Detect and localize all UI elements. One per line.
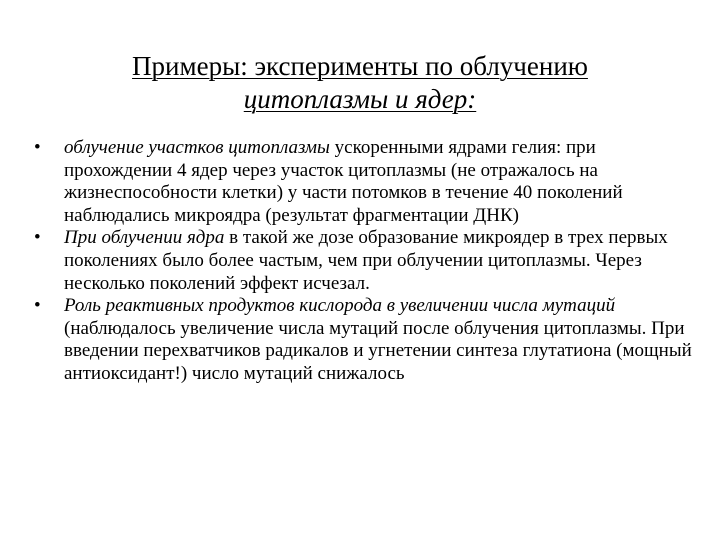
bullet-marker: • — [34, 227, 41, 249]
bullet-2-emphasis: При облучении ядра — [64, 227, 225, 249]
bullet-3-text: (наблюдалось увеличение числа мутаций после облучения цитоплазмы. При введении перехватчиков радикалов и угнетении синтеза глутатиона (мощный антиоксидант!) число мутаций снижалось — [64, 317, 692, 384]
bullet-item-1 — [34, 137, 704, 227]
bullet-marker: • — [34, 137, 41, 158]
bullet-1-emphasis: облучение участков цитоплазмы — [64, 137, 330, 158]
bullet-list — [34, 137, 704, 386]
slide-title — [40, 50, 680, 116]
bullet-3-emphasis: Роль реактивных продуктов кислорода в увеличении числа мутаций — [64, 295, 616, 317]
bullet-marker: • — [34, 295, 41, 317]
bullet-2-text: в такой же дозе образование микроядер в трех первых поколениях было более частым, чем при облучении цитоплазмы. Через несколько поколений эффект исчезал. — [64, 227, 668, 294]
bullet-item-3 — [34, 295, 704, 385]
bullet-item-2 — [34, 227, 704, 295]
bullet-1-text: ускоренными ядрами гелия: при прохождении 4 ядер через участок цитоплазмы (не отражалось на жизнеспособности клетки) у части потомков в течение 40 поколений наблюдались микроядра (результат фрагментации ДНК) — [64, 137, 623, 226]
title-line-1: Примеры: эксперименты по облучению — [132, 51, 588, 81]
title-line-2: цитоплазмы и ядер: — [243, 84, 477, 114]
